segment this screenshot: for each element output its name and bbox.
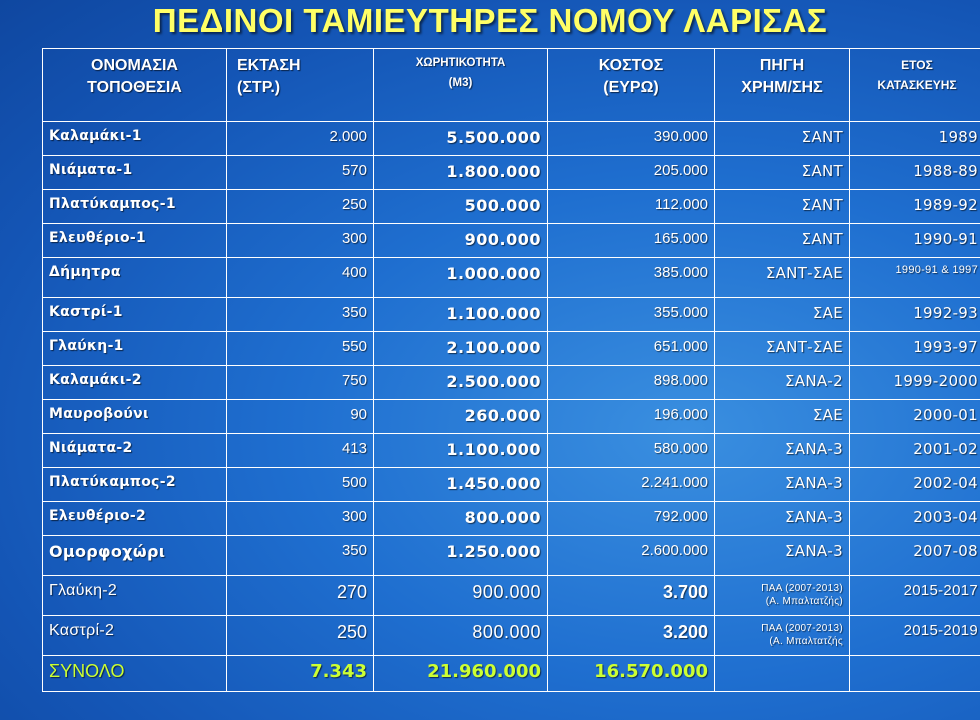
header-row — [43, 49, 980, 122]
cell-area: 250 — [227, 616, 374, 656]
cell-year: 1990-91 — [850, 224, 980, 258]
cell-cost: 3.200 — [548, 616, 715, 656]
header-cost: ΚΟΣΤΟΣ (ΕΥΡΩ) — [548, 49, 715, 122]
cell-year: 2003-04 — [850, 502, 980, 536]
cell-capacity: 1.000.000 — [374, 258, 548, 298]
cell-source: ΣΑΝΑ-2 — [715, 366, 850, 400]
cell-capacity: 1.100.000 — [374, 434, 548, 468]
cell-capacity: 800.000 — [374, 616, 548, 656]
cell-name: Γλαύκη-1 — [43, 332, 227, 366]
cell-name: Μαυροβούνι — [43, 400, 227, 434]
cell-capacity: 2.500.000 — [374, 366, 548, 400]
total-area: 7.343 — [227, 656, 374, 692]
cell-cost: 2.241.000 — [548, 468, 715, 502]
cell-source: ΣΑΕ — [715, 400, 850, 434]
table-row — [43, 400, 980, 434]
cell-name: Καστρί-2 — [43, 616, 227, 656]
cell-capacity: 1.800.000 — [374, 156, 548, 190]
cell-name: Νιάματα-2 — [43, 434, 227, 468]
cell-area: 400 — [227, 258, 374, 298]
table-row — [43, 298, 980, 332]
cell-source: ΣΑΝΤ — [715, 122, 850, 156]
cell-source: ΣΑΝΤ — [715, 156, 850, 190]
cell-cost: 3.700 — [548, 576, 715, 616]
cell-name: Δήμητρα — [43, 258, 227, 298]
cell-cost: 580.000 — [548, 434, 715, 468]
total-year-empty — [850, 656, 980, 692]
cell-year: 2015-2019 — [850, 616, 980, 656]
total-row — [43, 656, 980, 692]
cell-capacity: 5.500.000 — [374, 122, 548, 156]
cell-name: Ομορφοχώρι — [43, 536, 227, 576]
cell-name: Νιάματα-1 — [43, 156, 227, 190]
cell-cost: 355.000 — [548, 298, 715, 332]
reservoirs-table — [42, 48, 980, 692]
cell-name: Καστρί-1 — [43, 298, 227, 332]
table-row — [43, 156, 980, 190]
cell-name: Ελευθέριο-1 — [43, 224, 227, 258]
table-row — [43, 468, 980, 502]
cell-name: Γλαύκη-2 — [43, 576, 227, 616]
cell-source: ΣΑΝΤ-ΣΑΕ — [715, 258, 850, 298]
cell-capacity: 1.450.000 — [374, 468, 548, 502]
cell-year: 1999-2000 — [850, 366, 980, 400]
cell-year: 1989 — [850, 122, 980, 156]
cell-year: 2015-2017 — [850, 576, 980, 616]
cell-year: 2001-02 — [850, 434, 980, 468]
slide-title: ΠΕΔΙΝΟΙ ΤΑΜΙΕΥΤΗΡΕΣ ΝΟΜΟΥ ΛΑΡΙΣΑΣ — [152, 2, 828, 39]
cell-year: 1990-91 & 1997 — [850, 258, 980, 298]
cell-area: 270 — [227, 576, 374, 616]
cell-cost: 898.000 — [548, 366, 715, 400]
table-row — [43, 366, 980, 400]
cell-capacity: 900.000 — [374, 576, 548, 616]
cell-source: ΣΑΝΤ-ΣΑΕ — [715, 332, 850, 366]
header-source: ΠΗΓΗ ΧΡΗΜ/ΣΗΣ — [715, 49, 850, 122]
cell-area: 2.000 — [227, 122, 374, 156]
cell-year: 1993-97 — [850, 332, 980, 366]
header-area: ΕΚΤΑΣΗ (ΣΤΡ.) — [227, 49, 374, 122]
cell-source: ΣΑΕ — [715, 298, 850, 332]
cell-source: ΣΑΝΤ — [715, 224, 850, 258]
cell-year: 1988-89 — [850, 156, 980, 190]
cell-source: ΣΑΝΑ-3 — [715, 502, 850, 536]
table-row — [43, 434, 980, 468]
cell-year: 2007-08 — [850, 536, 980, 576]
cell-area: 250 — [227, 190, 374, 224]
cell-area: 413 — [227, 434, 374, 468]
cell-cost: 792.000 — [548, 502, 715, 536]
table-row — [43, 616, 980, 656]
cell-area: 90 — [227, 400, 374, 434]
cell-capacity: 1.100.000 — [374, 298, 548, 332]
cell-capacity: 260.000 — [374, 400, 548, 434]
cell-year: 1992-93 — [850, 298, 980, 332]
table-row — [43, 122, 980, 156]
cell-cost: 112.000 — [548, 190, 715, 224]
total-source-empty — [715, 656, 850, 692]
cell-year: 1989-92 — [850, 190, 980, 224]
cell-capacity: 2.100.000 — [374, 332, 548, 366]
cell-name: Καλαμάκι-1 — [43, 122, 227, 156]
cell-source: ΠΑΑ (2007-2013) (Α. Μπαλτατζής) — [715, 576, 850, 616]
table-row — [43, 536, 980, 576]
cell-source: ΣΑΝΑ-3 — [715, 468, 850, 502]
cell-cost: 2.600.000 — [548, 536, 715, 576]
cell-cost: 651.000 — [548, 332, 715, 366]
total-cost: 16.570.000 — [548, 656, 715, 692]
cell-capacity: 1.250.000 — [374, 536, 548, 576]
header-capacity: ΧΩΡΗΤΙΚΟΤΗΤΑ (Μ3) — [374, 49, 548, 122]
cell-name: Πλατύκαμπος-1 — [43, 190, 227, 224]
cell-name: Πλατύκαμπος-2 — [43, 468, 227, 502]
cell-year: 2000-01 — [850, 400, 980, 434]
cell-source: ΣΑΝΑ-3 — [715, 536, 850, 576]
table-row — [43, 502, 980, 536]
cell-name: Ελευθέριο-2 — [43, 502, 227, 536]
total-capacity: 21.960.000 — [374, 656, 548, 692]
table-row — [43, 224, 980, 258]
cell-cost: 390.000 — [548, 122, 715, 156]
cell-source: ΣΑΝΤ — [715, 190, 850, 224]
cell-cost: 205.000 — [548, 156, 715, 190]
cell-area: 300 — [227, 224, 374, 258]
cell-capacity: 900.000 — [374, 224, 548, 258]
cell-cost: 385.000 — [548, 258, 715, 298]
header-year: ΕΤΟΣ ΚΑΤΑΣΚΕΥΗΣ — [850, 49, 980, 122]
cell-name: Καλαμάκι-2 — [43, 366, 227, 400]
cell-capacity: 800.000 — [374, 502, 548, 536]
cell-area: 300 — [227, 502, 374, 536]
cell-area: 570 — [227, 156, 374, 190]
header-name: ΟΝΟΜΑΣΙΑ ΤΟΠΟΘΕΣΙΑ — [43, 49, 227, 122]
table-row — [43, 190, 980, 224]
cell-source: ΣΑΝΑ-3 — [715, 434, 850, 468]
cell-cost: 165.000 — [548, 224, 715, 258]
cell-cost: 196.000 — [548, 400, 715, 434]
cell-year: 2002-04 — [850, 468, 980, 502]
table-row — [43, 332, 980, 366]
cell-area: 350 — [227, 298, 374, 332]
cell-area: 350 — [227, 536, 374, 576]
table-row — [43, 576, 980, 616]
cell-area: 750 — [227, 366, 374, 400]
table-row — [43, 258, 980, 298]
cell-area: 550 — [227, 332, 374, 366]
total-label: ΣΥΝΟΛΟ — [43, 656, 227, 692]
cell-source: ΠΑΑ (2007-2013) (Α. Μπαλτατζής — [715, 616, 850, 656]
cell-area: 500 — [227, 468, 374, 502]
cell-capacity: 500.000 — [374, 190, 548, 224]
